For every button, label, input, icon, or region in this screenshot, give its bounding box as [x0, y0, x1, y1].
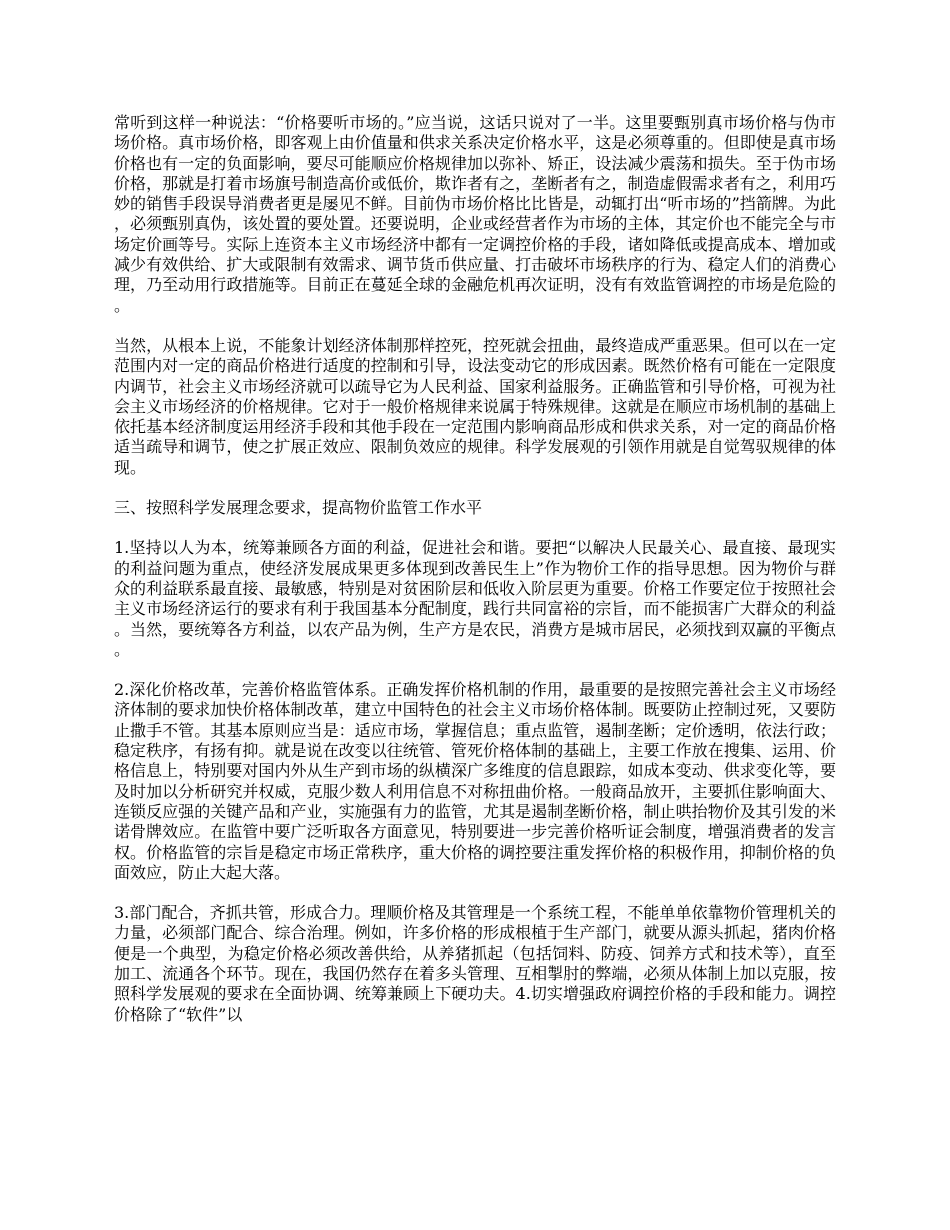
list-item-2: 2.深化价格改革，完善价格监管体系。正确发挥价格机制的作用，最重要的是按照完善社会主义市场经济体制的要求加快价格体制改革，建立中国特色的社会主义市场价格体制。既要防止控制过死，又要防止撒手不管。其基本原则应当是：适应市场，掌握信息；重点监管，遏制垄断；定价透明，依法行政；稳定秩序，有扬有抑。就是说在改变以往统管、管死价格体制的基础上，主要工作放在搜集、运用、价格信息上，特别要对国内外从生产到市场的纵横深广多维度的信息跟踪，如成本变动、供求变化等，要及时加以分析研究并权威，克服少数人利用信息不对称扭曲价格。一般商品放开，主要抓住影响面大、连锁反应强的关键产品和产业，实施强有力的监管，尤其是遏制垄断价格，制止哄抬物价及其引发的米诺骨牌效应。在监管中要广泛听取各方面意见，特别要进一步完善价格听证会制度，增强消费者的发言权。价格监管的宗旨是稳定市场正常秩序，重大价格的调控要注重发挥价格的积极作用，抑制价格的负面效应，防止大起大落。 — [114, 680, 836, 882]
list-item-1: 1.坚持以人为本，统筹兼顾各方面的利益，促进社会和谐。要把“以解决人民最关心、最直接、最现实的利益问题为重点，使经济发展成果更多体现到改善民生上”作为物价工作的指导思想。因为物价与群众的利益联系最直接、最敏感，特别是对贫困阶层和低收入阶层更为重要。价格工作要定位于按照社会主义市场经济运行的要求有利于我国基本分配制度，践行共同富裕的宗旨，而不能损害广大群众的利益。当然，要统筹各方利益，以农产品为例，生产方是农民，消费方是城市居民，必须找到双赢的平衡点。 — [114, 538, 836, 659]
paragraph-regulation: 当然，从根本上说，不能象计划经济体制那样控死，控死就会扭曲，最终造成严重恶果。但可以在一定范围内对一定的商品价格进行适度的控制和引导，设法变动它的形成因素。既然价格有可能在一定限度内调节，社会主义市场经济就可以疏导它为人民利益、国家利益服务。正确监管和引导价格，可视为社会主义市场经济的价格规律。它对于一般价格规律来说属于特殊规律。这就是在顺应市场机制的基础上依托基本经济制度运用经济手段和其他手段在一定范围内影响商品形成和供求关系，对一定的商品价格适当疏导和调节，使之扩展正效应、限制负效应的规律。科学发展观的引领作用就是自觉驾驭规律的体现。 — [114, 335, 836, 477]
section-heading: 三、按照科学发展理念要求，提高物价监管工作水平 — [114, 498, 483, 518]
document-body — [114, 113, 836, 1045]
paragraph-market-price: 常听到这样一种说法：“价格要听市场的。”应当说，这话只说对了一半。这里要甄别真市场价格与伪市场价格。真市场价格，即客观上由价值量和供求关系决定价格水平，这是必须尊重的。但即使是真市场价格也有一定的负面影响，要尽可能顺应价格规律加以弥补、矫正，设法减少震荡和损失。至于伪市场价格，那就是打着市场旗号制造高价或低价，欺诈者有之，垄断者有之，制造虚假需求者有之，利用巧妙的销售手段误导消费者更是屡见不鲜。目前伪市场价格比比皆是，动辄打出“听市场的”挡箭牌。为此，必须甄别真伪，该处置的要处置。还要说明，企业或经营者作为市场的主体，其定价也不能完全与市场定价画等号。实际上连资本主义市场经济中都有一定调控价格的手段，诸如降低或提高成本、增加或减少有效供给、扩大或限制有效需求、调节货币供应量、打击破坏市场秩序的行为、稳定人们的消费心理，乃至动用行政措施等。目前正在蔓延全球的金融危机再次证明，没有有效监管调控的市场是危险的。 — [114, 113, 836, 315]
list-item-3: 3.部门配合，齐抓共管，形成合力。理顺价格及其管理是一个系统工程，不能单单依靠物价管理机关的力量，必须部门配合、综合治理。例如，许多价格的形成根植于生产部门，就要从源头抓起，猪肉价格便是一个典型，为稳定价格必须改善供给，从养猪抓起（包括饲料、防疫、饲养方式和技术等），直至加工、流通各个环节。现在，我国仍然存在着多头管理、互相掣肘的弊端，必须从体制上加以克服，按照科学发展观的要求在全面协调、统筹兼顾上下硬功夫。4.切实增强政府调控价格的手段和能力。调控价格除了“软件”以 — [114, 903, 836, 1024]
